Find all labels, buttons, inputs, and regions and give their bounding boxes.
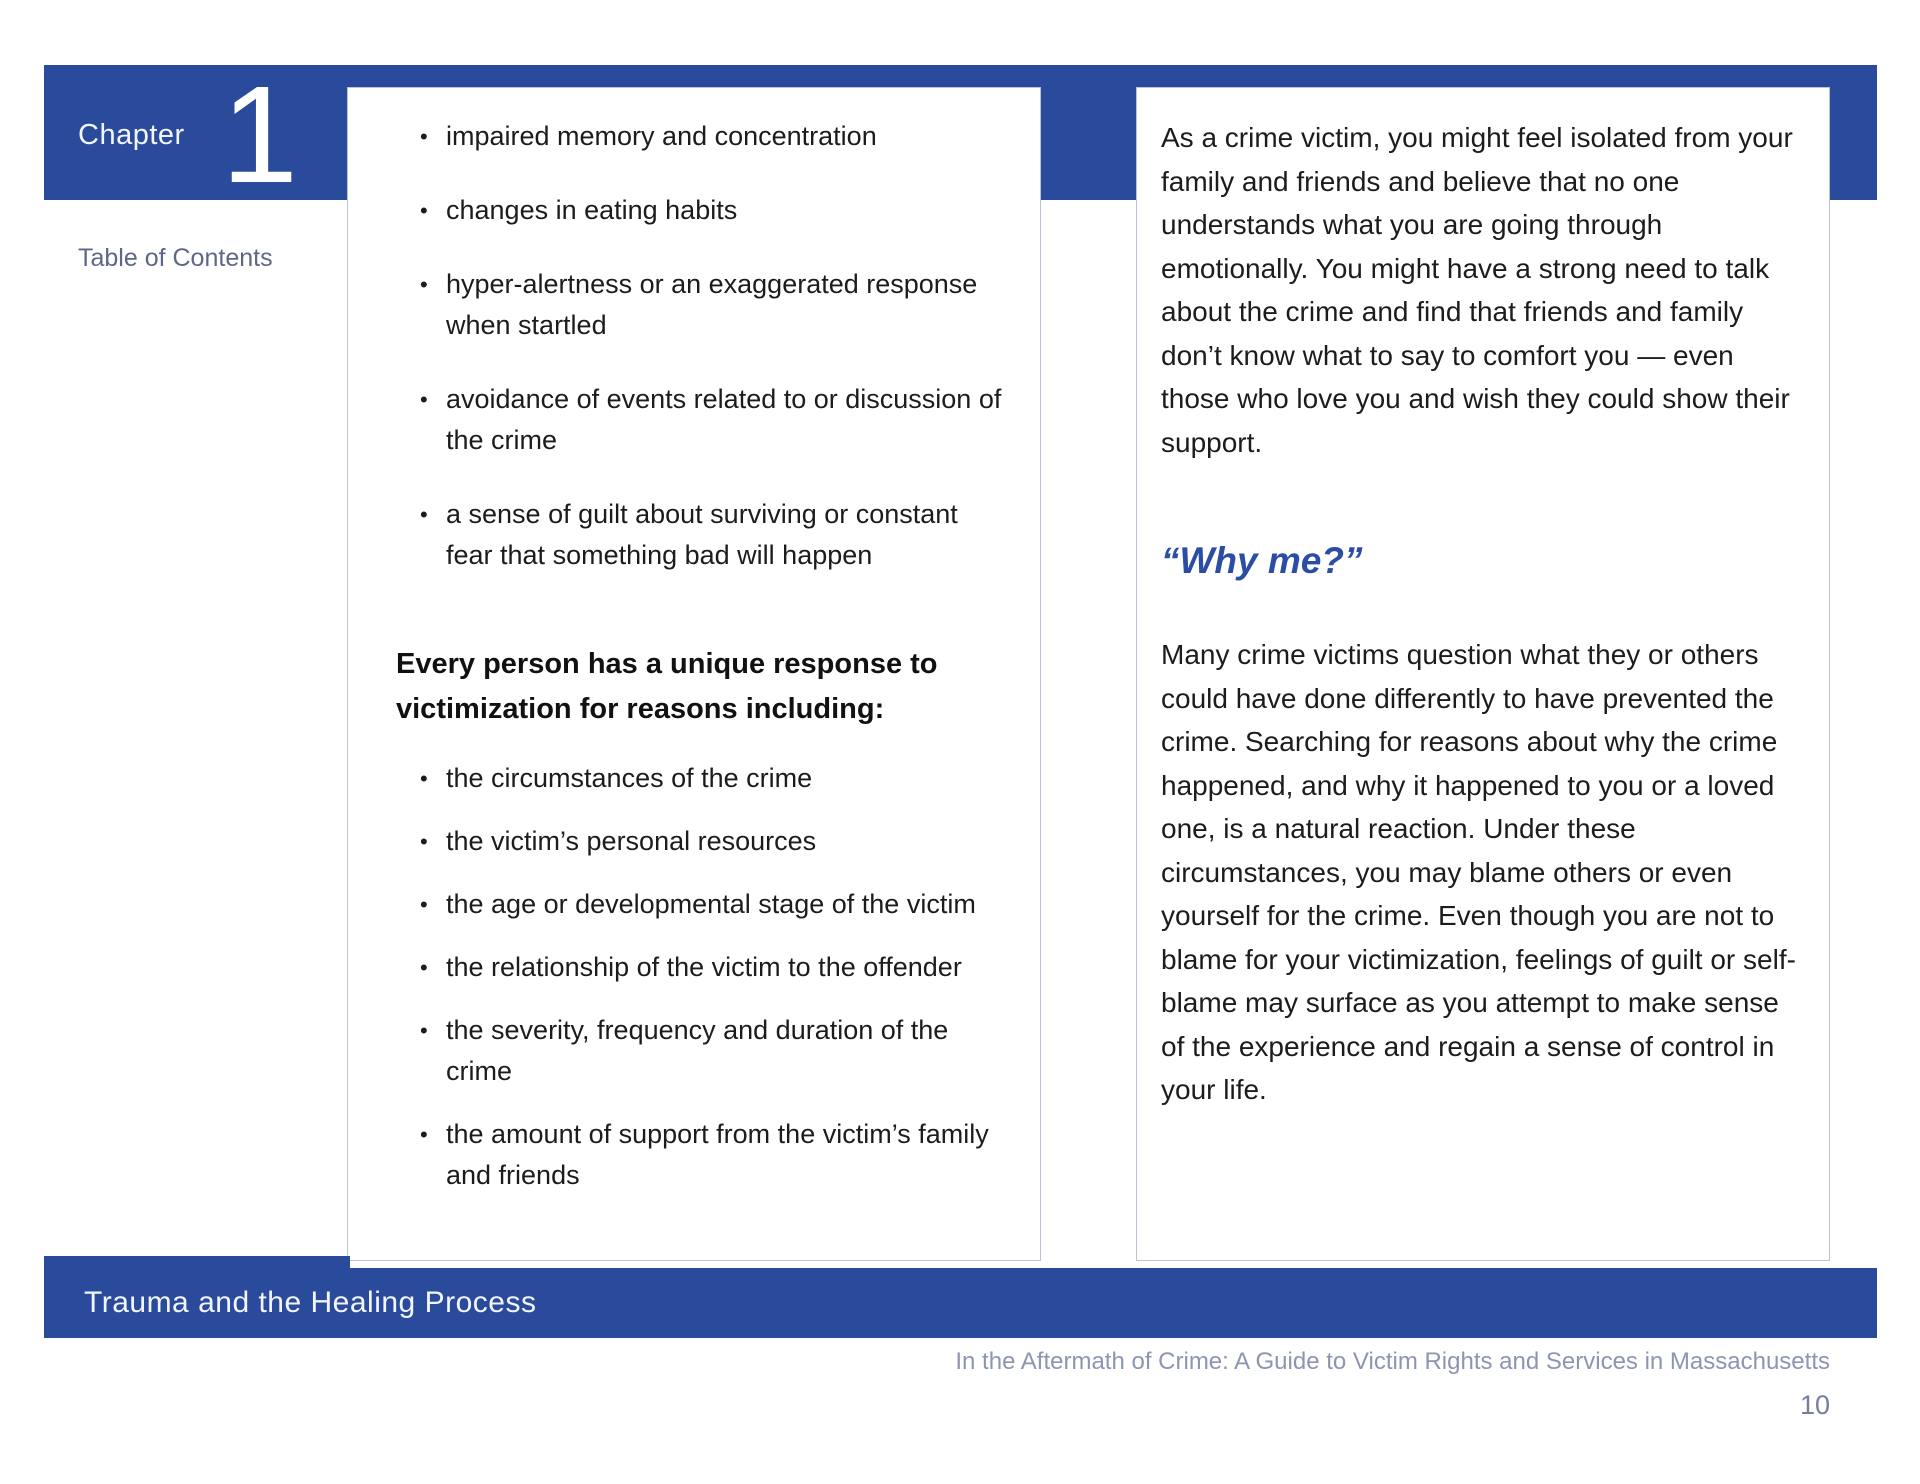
bullet-item: • the relationship of the victim to the offender (396, 947, 1006, 988)
page-number: 10 (1799, 1390, 1830, 1420)
bullet-item: • hyper-alertness or an exaggerated response when startled (396, 264, 1006, 346)
chapter-box (44, 58, 350, 212)
chapter-title: Trauma and the Healing Process (84, 1286, 537, 1319)
bullet-item: • the severity, frequency and duration of the crime (396, 1010, 1006, 1092)
bullet-item: • the amount of support from the victim’s family and friends (396, 1114, 1006, 1196)
bullet-item: • a sense of guilt about surviving or constant fear that something bad will happen (396, 494, 1006, 576)
chapter-number: 1 (221, 58, 298, 212)
bullet-item: • the age or developmental stage of the victim (396, 884, 1006, 925)
bullet-item: • the circumstances of the crime (396, 758, 1006, 799)
document-title-footer: In the Aftermath of Crime: A Guide to Victim Rights and Services in Massachusetts (955, 1348, 1830, 1375)
unique-response-heading: Every person has a unique response to victimization for reasons including: (396, 648, 938, 725)
table-of-contents-link[interactable]: Table of Contents (78, 244, 273, 272)
isolation-paragraph: As a crime victim, you might feel isolated from your family and friends and believe that no one understands what you are going through emotionally. You might have a strong need to talk about the crime and find that friends and family don’t know what to say to comfort you — even those who love you and wish they could show their support. (1161, 122, 1793, 458)
symptoms-bullet-list (396, 116, 1006, 576)
middle-column (347, 87, 1041, 1261)
bullet-item: • the victim’s personal resources (396, 821, 1006, 862)
why-me-heading: “Why me?” (1161, 540, 1363, 581)
right-column (1136, 87, 1830, 1261)
bullet-item: • impaired memory and concentration (396, 116, 1006, 157)
bullet-item: • changes in eating habits (396, 190, 1006, 231)
chapter-label: Chapter (78, 119, 185, 151)
reasons-bullet-list (396, 758, 1006, 1196)
bottom-band (44, 1268, 1877, 1338)
bullet-item: • avoidance of events related to or discussion of the crime (396, 379, 1006, 461)
why-me-paragraph: Many crime victims question what they or others could have done differently to have prevented the crime. Searching for reasons about why the crime happened, and why it happened to you or a loved one, is a natural reaction. Under these circumstances, you may blame others or even yourself for the crime. Even though you are not to blame for your victimization, feelings of guilt or self-blame may surface as you attempt to make sense of the experience and regain a sense of control in your life. (1161, 639, 1796, 1105)
